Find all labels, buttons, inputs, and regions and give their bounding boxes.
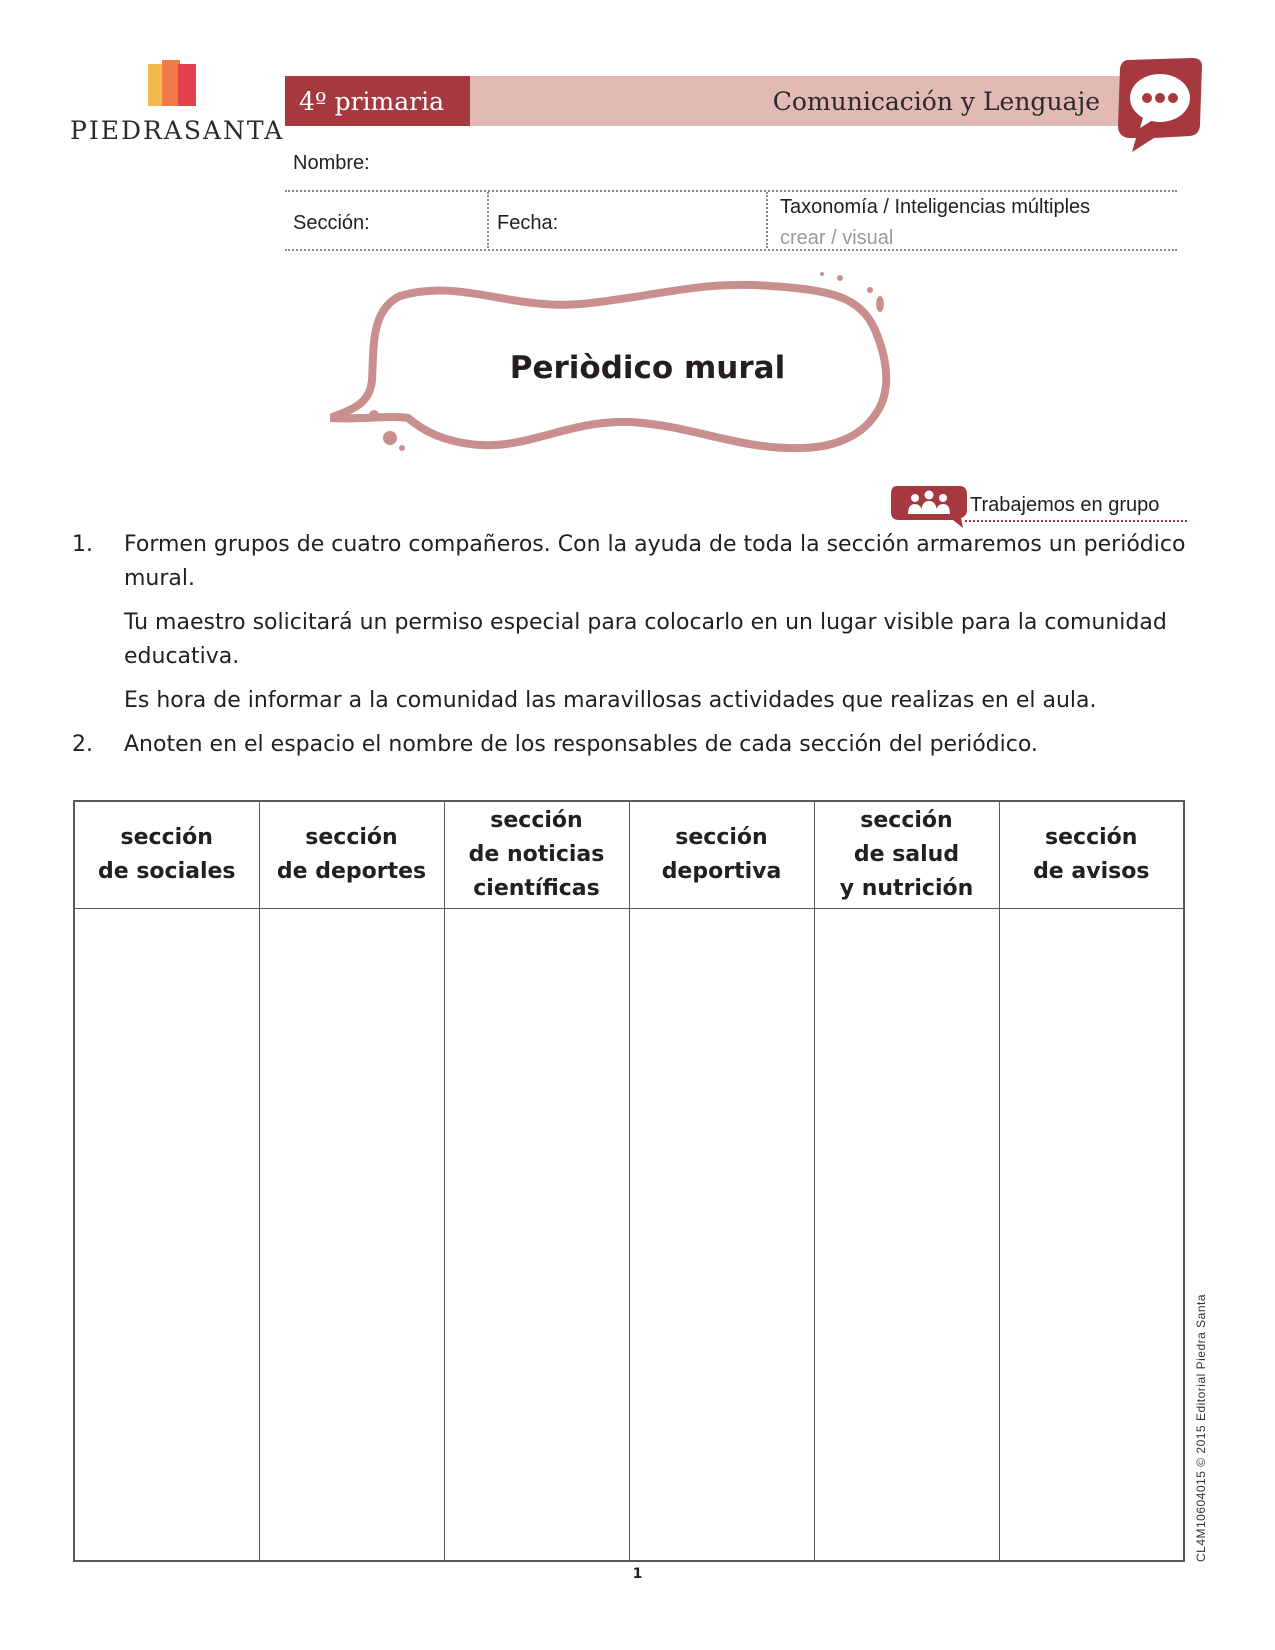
column-header: sección de salud y nutrición bbox=[814, 801, 999, 909]
book-logo-icon bbox=[148, 60, 198, 106]
responsibles-table bbox=[73, 800, 1185, 1562]
copyright-notice: CL4M10604015 © 2015 Editorial Piedra Santa bbox=[1194, 1293, 1208, 1562]
speech-bubble-icon bbox=[1114, 56, 1204, 152]
field-divider bbox=[487, 192, 489, 248]
group-people-icon bbox=[891, 482, 967, 528]
table-cell[interactable] bbox=[259, 909, 444, 1562]
page-number: 1 bbox=[632, 1566, 643, 1582]
column-header: sección de avisos bbox=[999, 801, 1184, 909]
publisher-logo bbox=[70, 60, 285, 150]
column-header: sección de deportes bbox=[259, 801, 444, 909]
table-cell[interactable] bbox=[74, 909, 259, 1562]
table-cell[interactable] bbox=[814, 909, 999, 1562]
subject-title: Comunicación y Lenguaje bbox=[772, 86, 1100, 116]
taxonomy-title: Taxonomía / Inteligencias múltiples bbox=[780, 196, 1091, 218]
name-label: Nombre: bbox=[293, 152, 370, 174]
instruction-paragraph: Es hora de informar a la comunidad las maravillosas actividades que realizas en el aula. bbox=[124, 688, 1097, 713]
item-text: Anoten en el espacio el nombre de los responsables de cada sección del periódico. bbox=[124, 732, 1038, 757]
name-line bbox=[285, 190, 1177, 192]
page-title: Periòdico mural bbox=[509, 350, 786, 386]
date-label: Fecha: bbox=[497, 212, 559, 234]
instruction-item bbox=[72, 528, 1197, 596]
column-header: sección de sociales bbox=[74, 801, 259, 909]
instruction-item bbox=[72, 728, 1197, 762]
table-cell[interactable] bbox=[999, 909, 1184, 1562]
item-number: 1. bbox=[72, 532, 93, 557]
section-line bbox=[285, 249, 1177, 251]
table-header-row bbox=[74, 801, 1184, 909]
group-underline bbox=[965, 520, 1187, 522]
table-cell[interactable] bbox=[629, 909, 814, 1562]
taxonomy-value: crear / visual bbox=[780, 227, 894, 249]
column-header: sección deportiva bbox=[629, 801, 814, 909]
group-work-label: Trabajemos en grupo bbox=[970, 494, 1160, 516]
section-label: Sección: bbox=[293, 212, 370, 234]
column-header: sección de noticias científicas bbox=[444, 801, 629, 909]
grade-label: 4º primaria bbox=[285, 76, 470, 126]
field-divider bbox=[766, 192, 768, 248]
table-cell[interactable] bbox=[444, 909, 629, 1562]
table-row bbox=[74, 909, 1184, 1562]
item-text: Formen grupos de cuatro compañeros. Con la ayuda de toda la sección armaremos un periódico mural. bbox=[124, 532, 1186, 591]
logo-text: PIEDRASANTA bbox=[70, 116, 285, 145]
instructions bbox=[72, 528, 1197, 762]
item-number: 2. bbox=[72, 732, 93, 757]
instruction-paragraph: Tu maestro solicitará un permiso especial para colocarlo en un lugar visible para la comunidad educativa. bbox=[124, 610, 1167, 669]
